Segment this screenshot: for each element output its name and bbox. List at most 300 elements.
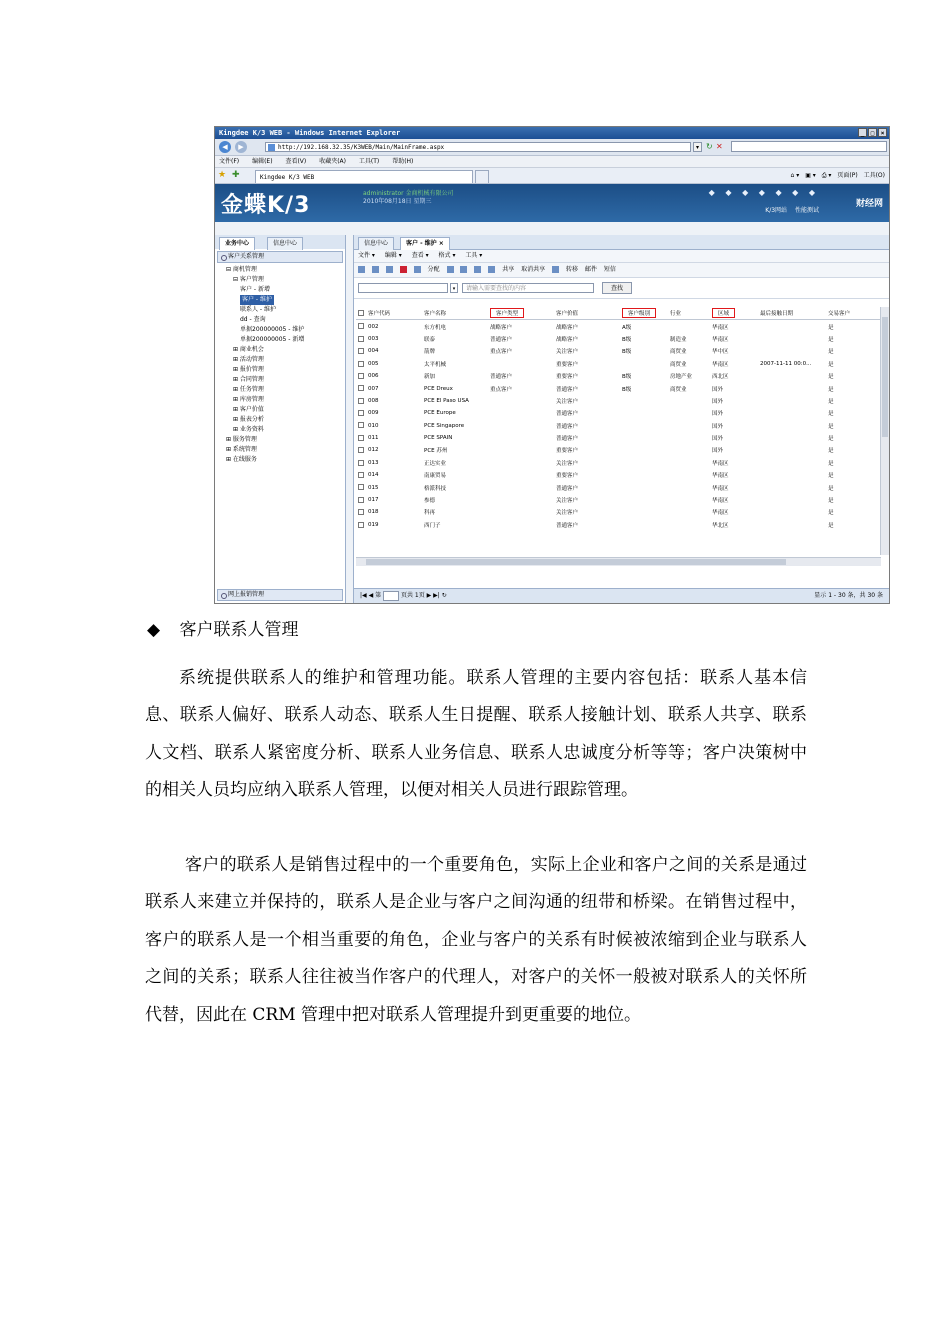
table-cell: 华南区 [712, 324, 729, 331]
row-checkbox[interactable] [356, 395, 366, 407]
ie-search-input[interactable] [731, 141, 887, 152]
horizontal-scrollbar[interactable] [356, 557, 881, 566]
close-button[interactable]: × [878, 128, 887, 137]
table-cell: 国外 [712, 411, 724, 418]
table-cell: 006 [368, 373, 379, 380]
row-checkbox[interactable] [356, 370, 366, 382]
table-cell: 007 [368, 385, 379, 392]
stop-icon[interactable]: ✕ [716, 142, 723, 151]
tree-item[interactable] [215, 435, 345, 445]
tree-item[interactable] [215, 415, 345, 425]
table-cell [620, 420, 668, 432]
table-header-row [356, 307, 882, 320]
table-cell: 商贸业 [670, 349, 687, 356]
forward-icon[interactable]: ▶ [235, 141, 247, 153]
table-cell [620, 506, 668, 518]
tree-item[interactable] [215, 375, 345, 385]
favorites-star-icon[interactable]: ★ [218, 170, 227, 180]
table-cell: 华南区 [712, 498, 729, 505]
tree-item-label: ⊞ 系统管理 [226, 446, 257, 453]
row-checkbox[interactable] [356, 382, 366, 394]
maximize-button[interactable]: □ [868, 128, 877, 137]
new-tab-button[interactable] [475, 170, 489, 183]
table-cell: 商贸业 [670, 361, 687, 368]
row-checkbox[interactable] [356, 469, 366, 481]
table-cell [668, 481, 710, 493]
table-cell: 华南区 [712, 460, 729, 467]
row-checkbox[interactable] [356, 432, 366, 444]
table-cell: 是 [828, 460, 834, 467]
row-checkbox[interactable] [356, 481, 366, 493]
tools-menu[interactable]: 工具(O) [863, 172, 885, 179]
table-cell [488, 481, 554, 493]
table-cell [758, 370, 826, 382]
table-cell: 商贸业 [670, 386, 687, 393]
table-cell [488, 506, 554, 518]
table-cell: 科再 [424, 510, 436, 517]
table-row[interactable] [356, 481, 882, 493]
table-row[interactable] [356, 358, 882, 370]
table-cell: 华南区 [712, 510, 729, 517]
pager [354, 588, 889, 603]
table-cell [668, 506, 710, 518]
tree-item-label: dd - 查询 [240, 316, 266, 323]
tree-item[interactable] [215, 395, 345, 405]
table-cell: 华南区 [712, 361, 729, 368]
table-cell: B级 [622, 386, 632, 393]
table-cell [620, 432, 668, 444]
table-cell [488, 469, 554, 481]
table-cell [488, 407, 554, 419]
refresh-page-icon[interactable]: ↻ [441, 592, 447, 599]
select-all-checkbox[interactable] [356, 307, 366, 320]
table-cell [620, 481, 668, 493]
tree-item-label: ⊞ 合同管理 [233, 376, 264, 383]
table-cell: 华南区 [712, 473, 729, 480]
table-row[interactable] [356, 494, 882, 506]
customer-table [356, 307, 882, 531]
k3-body [215, 235, 889, 603]
search-input[interactable]: 请输入需要查找的内容 [462, 283, 594, 293]
table-cell: 017 [368, 497, 379, 504]
menu-format-k3[interactable]: 格式 ▾ [438, 252, 456, 259]
column-header[interactable] [758, 307, 826, 320]
table-cell [758, 333, 826, 345]
row-checkbox[interactable] [356, 494, 366, 506]
assign-button[interactable]: 分配 [427, 266, 440, 273]
ie-title-bar [215, 127, 889, 139]
table-cell [488, 358, 554, 370]
table-cell: 重要客户 [556, 473, 579, 480]
table-cell [758, 444, 826, 456]
unshare-button[interactable]: 取消共享 [521, 266, 546, 273]
tab-customer-maintain[interactable]: 客户 - 维护 × [400, 237, 450, 250]
tree-item-label: ⊞ 活动管理 [233, 356, 264, 363]
tree-item[interactable] [215, 355, 345, 365]
tree-item[interactable] [215, 425, 345, 435]
table-cell [668, 469, 710, 481]
table-cell: 是 [828, 522, 834, 529]
row-checkbox[interactable] [356, 506, 366, 518]
browser-tab-title: Kingdee K/3 WEB [260, 174, 315, 181]
address-dropdown[interactable]: ▾ [693, 142, 702, 152]
window-buttons [858, 128, 887, 137]
left-tabs [215, 235, 345, 249]
table-cell: 箭牌 [424, 349, 436, 356]
user-info [363, 190, 454, 206]
tree-item[interactable] [215, 445, 345, 455]
menu-favorites[interactable]: 收藏夹(A) [319, 158, 346, 165]
save-icon[interactable] [447, 266, 454, 273]
menu-tools[interactable]: 工具(T) [358, 158, 380, 165]
page-icon [268, 144, 275, 151]
table-cell [620, 407, 668, 419]
table-cell: 普通客户 [556, 386, 579, 393]
column-header[interactable] [422, 307, 488, 320]
tree-item-label: 联系人 - 维护 [240, 306, 276, 313]
tree-item[interactable] [215, 295, 345, 305]
tree-item[interactable] [215, 325, 345, 335]
table-cell: 关注客户 [556, 498, 579, 505]
ie-command-bar [787, 170, 885, 181]
tree-item[interactable] [215, 305, 345, 315]
ie-favorites-bar [215, 168, 889, 184]
tree-item[interactable] [215, 455, 345, 465]
column-header[interactable] [488, 307, 554, 320]
table-cell [758, 420, 826, 432]
print-icon[interactable]: ⎙ ▾ [821, 172, 832, 179]
table-row[interactable] [356, 469, 882, 481]
table-row[interactable] [356, 519, 882, 531]
column-header-label: 客户代码 [368, 311, 391, 318]
column-header[interactable] [554, 307, 620, 320]
menu-view[interactable]: 查看(V) [285, 158, 307, 165]
table-cell: 004 [368, 348, 379, 355]
row-checkbox[interactable] [356, 444, 366, 456]
address-url: http://192.168.32.35/K3WEB/Main/MainFrame.aspx [278, 144, 445, 151]
table-cell [488, 395, 554, 407]
table-row[interactable] [356, 382, 882, 394]
table-cell: 关注客户 [556, 460, 579, 467]
first-page-icon[interactable]: |◀ [360, 592, 367, 599]
table-cell: 华南区 [712, 485, 729, 492]
mail-button[interactable]: 邮件 [584, 266, 597, 273]
table-cell: 019 [368, 521, 379, 528]
chevron-down-icon[interactable]: ▾ [450, 283, 458, 293]
table-cell [758, 432, 826, 444]
table-cell: 重要客户 [556, 361, 579, 368]
table-row[interactable] [356, 506, 882, 518]
home-icon[interactable]: ⌂ ▾ [790, 172, 800, 179]
page-menu[interactable]: 页面(P) [837, 172, 858, 179]
table-cell [668, 494, 710, 506]
row-checkbox[interactable] [356, 345, 366, 357]
table-cell: 013 [368, 459, 379, 466]
transfer-button[interactable]: 转移 [566, 266, 579, 273]
table-cell: PCE Dreux [424, 385, 453, 392]
table-cell: 战略客户 [490, 324, 513, 331]
tree-item-label: ⊞ 在线服务 [226, 456, 257, 463]
main-menubar [354, 250, 889, 263]
table-cell [758, 407, 826, 419]
table-cell: 关注客户 [556, 398, 579, 405]
column-header[interactable] [668, 307, 710, 320]
vertical-scrollbar[interactable] [880, 307, 889, 555]
table-cell [758, 457, 826, 469]
table-cell: 南康贸易 [424, 473, 447, 480]
k3-toolbar-icons[interactable]: ◆ ◆ ◆ ◆ ◆ ◆ ◆ [708, 188, 819, 197]
table-cell [668, 457, 710, 469]
table-cell: 参德 [424, 498, 436, 505]
table-cell: 新加 [424, 374, 436, 381]
row-checkbox[interactable] [356, 320, 366, 333]
tree-item-label: 客户 - 维护 [242, 296, 272, 303]
table-cell: 是 [828, 411, 834, 418]
search-row [354, 278, 889, 299]
pager-suffix: 页共 1页 [400, 592, 425, 599]
share-button[interactable]: 共享 [502, 266, 515, 273]
table-cell: 是 [828, 361, 834, 368]
window-title: Kingdee K/3 WEB - Windows Internet Explorer [219, 129, 401, 137]
tree-item-label: ⊟ 商机管理 [226, 266, 257, 273]
table-cell: 正达实业 [424, 460, 447, 467]
table-cell: 普通客户 [556, 436, 579, 443]
table-cell: 是 [828, 436, 834, 443]
menu-file[interactable]: 文件(F) [219, 158, 240, 165]
table-cell: 房地产业 [670, 374, 693, 381]
table-cell: 国外 [712, 436, 724, 443]
table-cell: 是 [828, 423, 834, 430]
table-cell: 重点客户 [490, 349, 513, 356]
search-button[interactable]: 查找 [602, 282, 632, 294]
table-cell [488, 444, 554, 456]
table-cell: 华北区 [712, 522, 729, 529]
table-cell: 国外 [712, 423, 724, 430]
online-expense-section[interactable]: 网上报销管理 [217, 589, 343, 601]
table-cell: 重要客户 [556, 448, 579, 455]
next-page-icon[interactable]: ▶ [426, 592, 432, 599]
address-input[interactable] [265, 142, 691, 152]
table-cell: 012 [368, 447, 379, 454]
row-checkbox[interactable] [356, 420, 366, 432]
table-row[interactable] [356, 395, 882, 407]
table-cell [620, 358, 668, 370]
table-cell: PCE SPAIN [424, 435, 453, 442]
tree-item-label: ⊞ 库房管理 [233, 396, 264, 403]
tree-item[interactable] [215, 365, 345, 375]
table-cell: PCE El Paso USA [424, 397, 469, 404]
left-panel [215, 235, 346, 603]
table-cell: 是 [828, 386, 834, 393]
print-icon-k3[interactable] [460, 266, 467, 273]
menu-tools-k3[interactable]: 工具 ▾ [465, 252, 483, 259]
column-header-label: 交易客户 [828, 311, 851, 318]
table-cell: 重点客户 [490, 386, 513, 393]
heading-text: 客户联系人管理 [179, 620, 299, 640]
row-checkbox[interactable] [356, 358, 366, 370]
section-heading [147, 617, 809, 643]
table-cell [668, 519, 710, 531]
prev-page-icon[interactable]: ◀ [368, 592, 374, 599]
tab-business-center[interactable]: 业务中心 [219, 237, 255, 250]
table-cell: 普通客户 [556, 423, 579, 430]
ie-address-bar [215, 139, 889, 156]
table-cell: 011 [368, 435, 379, 442]
menu-help[interactable]: 帮助(H) [392, 158, 414, 165]
edit-icon[interactable] [386, 266, 393, 273]
page-number-input[interactable] [383, 591, 399, 601]
table-cell [758, 345, 826, 357]
menu-view-k3[interactable]: 查看 ▾ [411, 252, 429, 259]
tab-info-center-main[interactable]: 信息中心 [358, 237, 394, 250]
performance-test-link[interactable]: 性能测试 [794, 207, 819, 214]
horizontal-scroll-thumb[interactable] [366, 559, 786, 565]
minimize-button[interactable]: _ [858, 128, 867, 137]
user-line: administrator 金商机械有限公司 [363, 190, 454, 197]
table-cell: PCE 苏州 [424, 448, 448, 455]
crm-section-header[interactable]: 客户关系管理 [217, 251, 343, 263]
search-field-select[interactable] [358, 283, 448, 293]
menu-edit-k3[interactable]: 编辑 ▾ [384, 252, 402, 259]
table-cell [488, 457, 554, 469]
table-cell [758, 494, 826, 506]
table-cell: 015 [368, 484, 379, 491]
k3-logo: 金蝶K/3 [221, 193, 311, 218]
tree-item-label: ⊟ 客户管理 [233, 276, 264, 283]
new-icon[interactable] [358, 266, 365, 273]
menu-edit[interactable]: 编辑(E) [252, 158, 273, 165]
tree-item-label: ⊞ 报表分析 [233, 416, 264, 423]
tree-item[interactable] [215, 315, 345, 325]
table-cell: 003 [368, 335, 379, 342]
tree-item[interactable] [215, 345, 345, 355]
back-icon[interactable]: ◀ [219, 141, 231, 153]
sms-button[interactable]: 短信 [603, 266, 616, 273]
menu-file-k3[interactable]: 文件 ▾ [358, 252, 375, 259]
tree-item-label: ⊞ 业务资料 [233, 426, 264, 433]
table-cell [620, 519, 668, 531]
tree-item[interactable] [215, 265, 345, 275]
copy-icon[interactable] [414, 266, 421, 273]
column-header-label: 客户名称 [424, 311, 447, 318]
column-header-label: 客户价值 [556, 311, 579, 318]
table-cell: 是 [828, 324, 834, 331]
row-checkbox[interactable] [356, 407, 366, 419]
k3-header [215, 184, 889, 222]
table-row[interactable] [356, 444, 882, 456]
table-row[interactable] [356, 345, 882, 357]
row-checkbox[interactable] [356, 457, 366, 469]
column-header-label: 行业 [670, 311, 682, 318]
table-cell: 制造业 [670, 336, 687, 343]
column-header[interactable] [710, 307, 758, 320]
open-icon[interactable] [372, 266, 379, 273]
heading-bullet: ◆ [147, 620, 161, 640]
column-header-label: 最后接触日期 [760, 311, 794, 318]
table-cell: PCE Singapore [424, 422, 465, 429]
tree-item[interactable] [215, 405, 345, 415]
group-icon[interactable] [552, 266, 559, 273]
table-cell: 普通客户 [556, 522, 579, 529]
main-tabs [354, 235, 889, 250]
table-cell: 关注客户 [556, 349, 579, 356]
tree-item-label: ⊞ 客户价值 [233, 406, 264, 413]
table-cell [668, 420, 710, 432]
delete-icon[interactable] [400, 266, 407, 273]
table-cell [620, 444, 668, 456]
feeds-icon[interactable]: ▣ ▾ [805, 172, 816, 179]
tree-item[interactable] [215, 285, 345, 295]
k3-links [759, 205, 819, 214]
column-header[interactable] [620, 307, 668, 320]
table-cell [488, 494, 554, 506]
table-row[interactable] [356, 320, 882, 333]
tree-item[interactable] [215, 385, 345, 395]
table-cell [668, 395, 710, 407]
table-cell: 是 [828, 498, 834, 505]
table-cell: 是 [828, 473, 834, 480]
table-cell: 018 [368, 509, 379, 516]
tab-info-center[interactable]: 信息中心 [267, 237, 303, 250]
table-cell: 关注客户 [556, 510, 579, 517]
tree-item-label: ⊞ 任务管理 [233, 386, 264, 393]
add-favorites-icon[interactable]: ✚ [232, 170, 240, 180]
table-cell: 西门子 [424, 522, 441, 529]
table-cell: 是 [828, 510, 834, 517]
tree-item[interactable] [215, 275, 345, 285]
table-cell: 西北区 [712, 374, 729, 381]
table-cell: 太平机械 [424, 361, 447, 368]
table-cell [758, 320, 826, 333]
table-cell: 是 [828, 398, 834, 405]
column-header[interactable] [366, 307, 422, 320]
refresh-icon-k3[interactable] [474, 266, 481, 273]
paragraph-1: 系统提供联系人的维护和管理功能。联系人管理的主要内容包括：联系人基本信息、联系人偏好、联系人动态、联系人生日提醒、联系人接触计划、联系人共享、联系人文档、联系人紧密度分析、联系人业务信息、联系人忠诚度分析等等；客户决策树中的相关人员均应纳入联系人管理，以便对相关人员进行跟踪管理。 [145, 668, 807, 801]
tree-item[interactable] [215, 335, 345, 345]
table-cell: 是 [828, 374, 834, 381]
tree-item-label: 单据200000005 - 新增 [240, 336, 305, 343]
last-page-icon[interactable]: ▶| [433, 592, 440, 599]
table-cell: 2007-11-11 00:0... [760, 360, 812, 367]
table-row[interactable] [356, 420, 882, 432]
vertical-scroll-thumb[interactable] [882, 317, 888, 437]
tree-item-label: ⊞ 服务管理 [226, 436, 257, 443]
table-cell: 005 [368, 360, 379, 367]
table-row[interactable] [356, 432, 882, 444]
row-checkbox[interactable] [356, 333, 366, 345]
table-cell: 是 [828, 349, 834, 356]
k3-website-link[interactable]: K/3网站 [765, 207, 788, 214]
table-cell [488, 432, 554, 444]
row-checkbox[interactable] [356, 519, 366, 531]
table-cell: 009 [368, 410, 379, 417]
table-row[interactable] [356, 407, 882, 419]
column-header-label: 客户类型 [490, 308, 524, 318]
table-row[interactable] [356, 333, 882, 345]
refresh-icon[interactable]: ↻ [706, 142, 713, 151]
table-cell: 东方机电 [424, 324, 447, 331]
table-cell [668, 320, 710, 333]
browser-tab[interactable] [255, 170, 473, 183]
column-header[interactable] [826, 307, 882, 320]
table-row[interactable] [356, 457, 882, 469]
table-cell [488, 420, 554, 432]
table-cell: 普通客户 [556, 411, 579, 418]
table-cell: 002 [368, 323, 379, 330]
table-cell [758, 395, 826, 407]
filter-icon[interactable] [488, 266, 495, 273]
table-row[interactable] [356, 370, 882, 382]
